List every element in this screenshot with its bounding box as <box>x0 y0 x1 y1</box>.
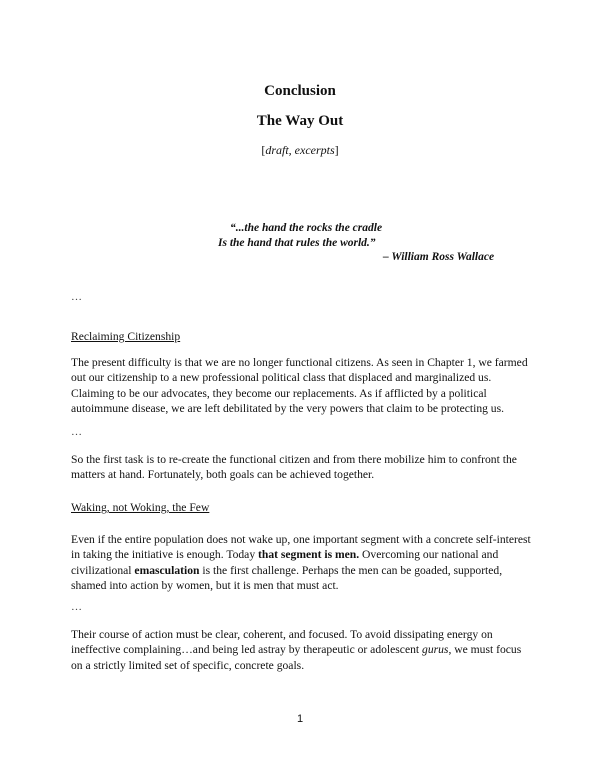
page-number: 1 <box>296 713 304 725</box>
paragraph: Their course of action must be clear, coherent, and focused. To avoid dissipating energy on ineffective complaining…and being led astray by therapeutic or adolescent gurus, we must focus on a strictly limited set of specific, concrete goals. <box>71 628 522 672</box>
epigraph-attribution: – William Ross Wallace <box>383 251 495 263</box>
paragraph: Even if the entire population does not wake up, one important segment with a concrete self-interest in taking the initiative is enough. Today that segment is men. Overcoming our national and civilizational emasculation is the first challenge. Perhaps the men can be goaded, supported, shamed into action by women, but it is men that must act. <box>71 533 531 592</box>
page-title: The Way Out <box>256 113 344 129</box>
draft-note-text: draft, excerpts <box>265 143 335 157</box>
section-heading: Waking, not Woking, the Few <box>71 501 210 514</box>
epigraph-line-1: “...the hand the rocks the cradle <box>230 222 383 234</box>
ellipsis-divider: … <box>71 426 82 438</box>
section-heading: Reclaiming Citizenship <box>71 330 181 343</box>
emphasis: that segment is men. <box>258 548 360 562</box>
emphasis: gurus <box>422 643 449 657</box>
emphasis: emasculation <box>134 563 200 577</box>
chapter-heading: Conclusion <box>264 83 336 99</box>
ellipsis-divider: … <box>71 291 82 303</box>
paragraph: So the first task is to re-create the functional citizen and from there mobilize him to confront the matters at hand. Fortunately, both goals can be achieved together. <box>71 453 517 482</box>
epigraph-line-2: Is the hand that rules the world.” <box>218 237 376 249</box>
draft-note: [draft, excerpts] <box>261 143 339 157</box>
paragraph: The present difficulty is that we are no longer functional citizens. As seen in Chapter 1, we farmed out our citizenship to a new professional political class that displaced and marginalized us. Claiming to be our advocates, they become our replacements. As if afflicted by a political autoimmune disease, we are left debilitated by the very powers that claim to be protecting us. <box>71 356 528 415</box>
ellipsis-divider: … <box>71 601 82 613</box>
